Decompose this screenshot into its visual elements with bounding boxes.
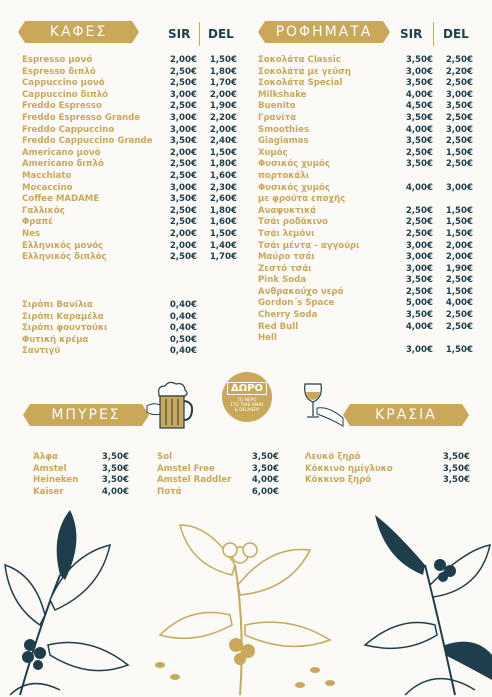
item-name: Mocaccino (22, 182, 73, 193)
item-price: 1,50€ (445, 344, 473, 355)
item-name: Sol (157, 452, 173, 462)
coffee-item (22, 241, 242, 253)
badge-line2: ΣΤΟ TAKE AWAY (230, 402, 264, 407)
coffee-col-sir: SIR (168, 27, 191, 41)
item-price: 2,50€ (445, 159, 473, 170)
item-name: Άλφα (33, 452, 58, 462)
item-price: 4,00€ (405, 182, 433, 193)
item-price: 4,00€ (405, 321, 433, 332)
item-price: 4,00€ (405, 124, 433, 135)
item-name: Cherry Soda (258, 310, 318, 321)
item-price: 2,00€ (209, 124, 237, 135)
coffee-item (22, 113, 242, 125)
item-price (393, 333, 433, 345)
item-name: Macchiato (22, 170, 72, 181)
item-price: 2,50€ (445, 55, 473, 65)
drink-item (258, 310, 473, 322)
item-price: 2,50€ (169, 170, 197, 181)
free-water-badge (222, 372, 272, 422)
item-name: Τσάι λεμόνι (258, 228, 315, 239)
coffee-item (22, 171, 242, 183)
drink-item (258, 333, 473, 345)
item-name: Κόκκινο ξηρό (305, 475, 372, 486)
coffee-item (22, 101, 242, 113)
drink-item (258, 159, 473, 171)
beer-item (33, 487, 133, 499)
coffee-item (22, 125, 242, 137)
item-price: 3,50€ (442, 463, 470, 474)
item-price: 0,40€ (169, 323, 197, 334)
item-name: Freddo Espresso (22, 101, 102, 112)
beer-item (33, 475, 133, 487)
wine-glass-icon (295, 378, 345, 428)
item-price: 3,00€ (169, 182, 197, 193)
coffee-item (22, 55, 242, 67)
item-price: 2,50€ (445, 136, 473, 147)
item-name: Smoothies (258, 124, 310, 135)
item-price: 1,70€ (209, 78, 237, 89)
coffee-item (22, 136, 242, 148)
item-name: Americano διπλό (22, 159, 104, 170)
drink-item (258, 287, 473, 299)
item-price: 2,50€ (169, 159, 197, 170)
drink-item (258, 78, 473, 90)
drinks-list (258, 55, 473, 356)
beers-right-list (157, 452, 279, 498)
beer-item (33, 464, 133, 476)
item-name: Heineken (33, 475, 79, 486)
wine-item (305, 464, 470, 476)
item-name: Espresso μονό (22, 55, 93, 65)
item-price: 2,30€ (209, 182, 237, 193)
item-price: 1,80€ (209, 159, 237, 170)
drink-item (258, 67, 473, 79)
drink-item (258, 252, 473, 264)
item-price: 3,50€ (251, 463, 279, 474)
extra-item (22, 300, 242, 312)
item-price: 2,50€ (169, 78, 197, 89)
coffee-col-divider (199, 22, 200, 46)
item-name: Κόκκινο ημίγλυκο (305, 463, 393, 474)
item-price: 1,60€ (209, 170, 237, 181)
wines-list (305, 452, 470, 487)
item-price: 3,50€ (169, 194, 197, 205)
item-name: Kaiser (33, 486, 64, 497)
drinks-col-divider (433, 22, 434, 46)
item-price: 1,50€ (445, 217, 473, 228)
item-price: 1,50€ (209, 228, 237, 239)
item-price: 1,50€ (445, 228, 473, 239)
item-price: 4,00€ (445, 298, 473, 309)
item-price: 6,00€ (251, 486, 279, 497)
coffee-item (22, 148, 242, 160)
item-name: Freddo Cappuccino Grande (22, 136, 153, 147)
item-price: 2,40€ (209, 136, 237, 147)
drink-item (258, 55, 473, 67)
item-price: 2,20€ (209, 112, 237, 123)
item-price: 1,50€ (445, 205, 473, 216)
drink-item (258, 90, 473, 102)
coffee-plant-left-illustration (0, 505, 135, 697)
item-name: Cappuccino διπλό (22, 89, 109, 100)
item-price: 1,80€ (209, 66, 237, 77)
item-price: 3,50€ (445, 101, 473, 112)
drink-item (258, 206, 473, 218)
item-price: 1,40€ (209, 240, 237, 251)
beer-item (157, 464, 279, 476)
item-name: Σοκολάτα με γεύση (258, 66, 351, 77)
coffee-item (22, 229, 242, 241)
badge-line3: & DELIVERY (234, 407, 260, 412)
item-price: 3,50€ (405, 310, 433, 321)
item-price (433, 333, 473, 345)
beers-title: ΜΠΥΡΕΣ (51, 407, 121, 423)
item-price (393, 194, 433, 206)
item-name: Ελληνικός μονός (22, 240, 104, 251)
item-name: Freddo Cappuccino (22, 124, 115, 135)
item-price: 3,00€ (405, 66, 433, 77)
item-name: Buenito (258, 101, 296, 112)
beer-item (157, 475, 279, 487)
item-price: 0,40€ (169, 346, 197, 357)
item-name: Σαντιγύ (22, 346, 61, 357)
item-price: 0,50€ (169, 334, 197, 345)
item-name: Americano μονό (22, 147, 101, 158)
coffee-item (22, 159, 242, 171)
item-name: Amstel Raddler (157, 475, 232, 486)
item-price: 1,50€ (445, 147, 473, 158)
extra-item (22, 312, 242, 324)
item-name: Giagiamas (258, 136, 309, 147)
item-price: 3,00€ (445, 182, 473, 193)
item-price (433, 194, 473, 206)
item-price (393, 171, 433, 183)
item-price: 3,50€ (405, 78, 433, 89)
item-price: 1,50€ (209, 147, 237, 158)
beer-item (157, 487, 279, 499)
item-price: 2,00€ (169, 240, 197, 251)
item-name: Τσάι ροδάκινο (258, 217, 328, 228)
coffee-item (22, 78, 242, 90)
drinks-col-sir: SIR (400, 27, 423, 41)
item-name: Coffee MADAME (22, 194, 100, 205)
item-price: 1,60€ (209, 217, 237, 228)
item-name: Σιρόπι Καραμέλα (22, 311, 104, 322)
item-name: Nes (22, 228, 41, 239)
item-price: 1,90€ (209, 101, 237, 112)
item-price: 3,00€ (405, 344, 433, 355)
extra-item (22, 323, 242, 335)
drink-item (258, 148, 473, 160)
item-price: 1,80€ (209, 205, 237, 216)
item-price: 3,00€ (169, 112, 197, 123)
item-name: Γρανίτα (258, 112, 297, 123)
item-price: 3,00€ (169, 124, 197, 135)
item-name: Amstel Free (157, 463, 215, 474)
drink-item (258, 183, 473, 195)
item-name: Σιρόπι φουντούκι (22, 323, 108, 334)
coffee-item (22, 252, 242, 264)
item-price: 0,40€ (169, 300, 197, 310)
item-price: 3,50€ (405, 136, 433, 147)
item-price: 2,50€ (169, 252, 197, 263)
item-price: 2,50€ (405, 147, 433, 158)
item-name: Amstel (33, 463, 67, 474)
item-name: Cappuccino μονό (22, 78, 105, 89)
item-price: 3,50€ (442, 452, 470, 462)
item-price: 2,50€ (405, 217, 433, 228)
item-price: 2,50€ (445, 310, 473, 321)
drink-item (258, 345, 473, 357)
item-price: 2,00€ (169, 228, 197, 239)
item-price: 3,50€ (101, 452, 129, 462)
beer-mug-icon (145, 380, 195, 432)
coffee-plant-center-illustration (140, 505, 345, 697)
extra-item (22, 335, 242, 347)
item-price: 3,50€ (442, 475, 470, 486)
drink-item (258, 136, 473, 148)
item-price: 3,50€ (405, 159, 433, 170)
drinks-title: ΡΟΦΗΜΑΤΑ (275, 24, 373, 40)
item-price: 2,50€ (405, 205, 433, 216)
item-price: 2,50€ (405, 228, 433, 239)
item-name: Φυσικός χυμός (258, 182, 330, 193)
item-name: Σιρόπι Βανίλια (22, 300, 93, 310)
item-price: 3,00€ (405, 240, 433, 251)
item-name: πορτοκάλι (258, 170, 310, 181)
item-price: 2,50€ (169, 205, 197, 216)
coffee-item (22, 183, 242, 195)
coffee-item (22, 67, 242, 79)
item-name: Freddo Espresso Grande (22, 112, 141, 123)
item-price: 2,00€ (169, 55, 197, 65)
beer-item (33, 452, 133, 464)
item-price: 2,00€ (169, 147, 197, 158)
item-name: Σοκολάτα Classic (258, 55, 341, 65)
coffee-banner (25, 21, 132, 43)
item-price: 1,50€ (209, 55, 237, 65)
item-price: 2,50€ (445, 275, 473, 286)
item-name: Μαύρο τσάι (258, 252, 315, 263)
item-name: Espresso διπλό (22, 66, 96, 77)
drink-item (258, 298, 473, 310)
coffee-title: ΚΑΦΕΣ (49, 24, 108, 40)
item-price: 2,50€ (169, 66, 197, 77)
item-name: Red Bull (258, 321, 299, 332)
drink-item (258, 264, 473, 276)
item-name: Hell (258, 333, 277, 344)
item-price: 3,50€ (405, 112, 433, 123)
wine-item (305, 452, 470, 464)
item-name: Gordon΄s Space (258, 298, 335, 309)
item-price: 5,00€ (405, 298, 433, 309)
item-price: 3,50€ (251, 452, 279, 462)
drink-item (258, 194, 473, 206)
beers-banner (30, 404, 142, 426)
item-price: 1,70€ (209, 252, 237, 263)
drinks-banner (265, 21, 383, 43)
wines-banner (350, 404, 462, 426)
coffee-item (22, 90, 242, 102)
coffee-item (22, 206, 242, 218)
item-price: 2,00€ (445, 240, 473, 251)
coffee-plant-right-illustration (345, 505, 492, 697)
beers-left-list (33, 452, 133, 498)
drink-item (258, 229, 473, 241)
item-price: 1,90€ (445, 263, 473, 274)
item-price: 4,50€ (405, 101, 433, 112)
item-price: 4,00€ (405, 89, 433, 100)
item-price: 3,50€ (405, 275, 433, 286)
item-price: 3,50€ (101, 463, 129, 474)
item-price (433, 171, 473, 183)
item-price: 2,50€ (169, 217, 197, 228)
item-name: Ποτά (157, 486, 182, 497)
item-name: Φυτική κρέμα (22, 334, 89, 345)
item-name: Φυσικός χυμός (258, 159, 330, 170)
item-price: 2,50€ (445, 321, 473, 332)
item-price: 0,40€ (169, 311, 197, 322)
item-name: Τσάι μέντα - αγγούρι (258, 240, 360, 251)
item-name: Χυμός (258, 147, 288, 158)
item-price: 3,50€ (169, 136, 197, 147)
item-price: 2,50€ (445, 78, 473, 89)
extra-item (22, 346, 242, 358)
drink-item (258, 113, 473, 125)
item-price: 3,50€ (405, 55, 433, 65)
item-name: Pink Soda (258, 275, 307, 286)
item-price: 4,00€ (251, 475, 279, 486)
item-name: Ζεστό τσάι (258, 263, 312, 274)
item-price: 3,00€ (445, 89, 473, 100)
item-price: 2,00€ (209, 89, 237, 100)
item-price: 1,50€ (445, 286, 473, 297)
item-name: Σοκολάτα Special (258, 78, 343, 89)
item-name: Milkshake (258, 89, 307, 100)
coffee-item (22, 194, 242, 206)
item-name: Ανθρακούχο νερό (258, 286, 344, 297)
item-price: 3,00€ (169, 89, 197, 100)
badge-line1: ΤΟ ΝΕΡΟ (237, 397, 257, 402)
drink-item (258, 171, 473, 183)
drink-item (258, 275, 473, 287)
coffee-col-del: DEL (208, 27, 234, 41)
item-price: 4,00€ (101, 486, 129, 497)
item-name (258, 345, 393, 357)
item-name: Λευκό ξηρό (305, 452, 361, 462)
item-price: 3,50€ (101, 475, 129, 486)
item-price: 2,00€ (445, 252, 473, 263)
item-price: 3,00€ (405, 263, 433, 274)
badge-title: ΔΩΡΟ (227, 382, 267, 395)
item-price: 2,50€ (169, 101, 197, 112)
item-price: 3,00€ (405, 252, 433, 263)
drinks-col-del: DEL (443, 27, 469, 41)
drink-item (258, 101, 473, 113)
beer-item (157, 452, 279, 464)
wine-item (305, 475, 470, 487)
item-name: Φραπέ (22, 217, 53, 228)
item-name: Ελληνικός διπλός (22, 252, 107, 263)
wines-title: ΚΡΑΣΙΑ (375, 407, 437, 423)
drink-item (258, 125, 473, 137)
drink-item (258, 217, 473, 229)
drink-item (258, 322, 473, 334)
item-price: 2,50€ (445, 112, 473, 123)
drink-item (258, 241, 473, 253)
item-price: 2,60€ (209, 194, 237, 205)
coffee-extras-list (22, 300, 242, 358)
item-name: Αναψυκτικά (258, 205, 316, 216)
item-price: 3,00€ (445, 124, 473, 135)
item-price: 2,20€ (445, 66, 473, 77)
coffee-item (22, 217, 242, 229)
coffee-list (22, 55, 242, 264)
item-name: με φρούτα εποχής (258, 194, 346, 205)
item-price: 2,50€ (405, 286, 433, 297)
item-name: Γαλλικός (22, 205, 65, 216)
